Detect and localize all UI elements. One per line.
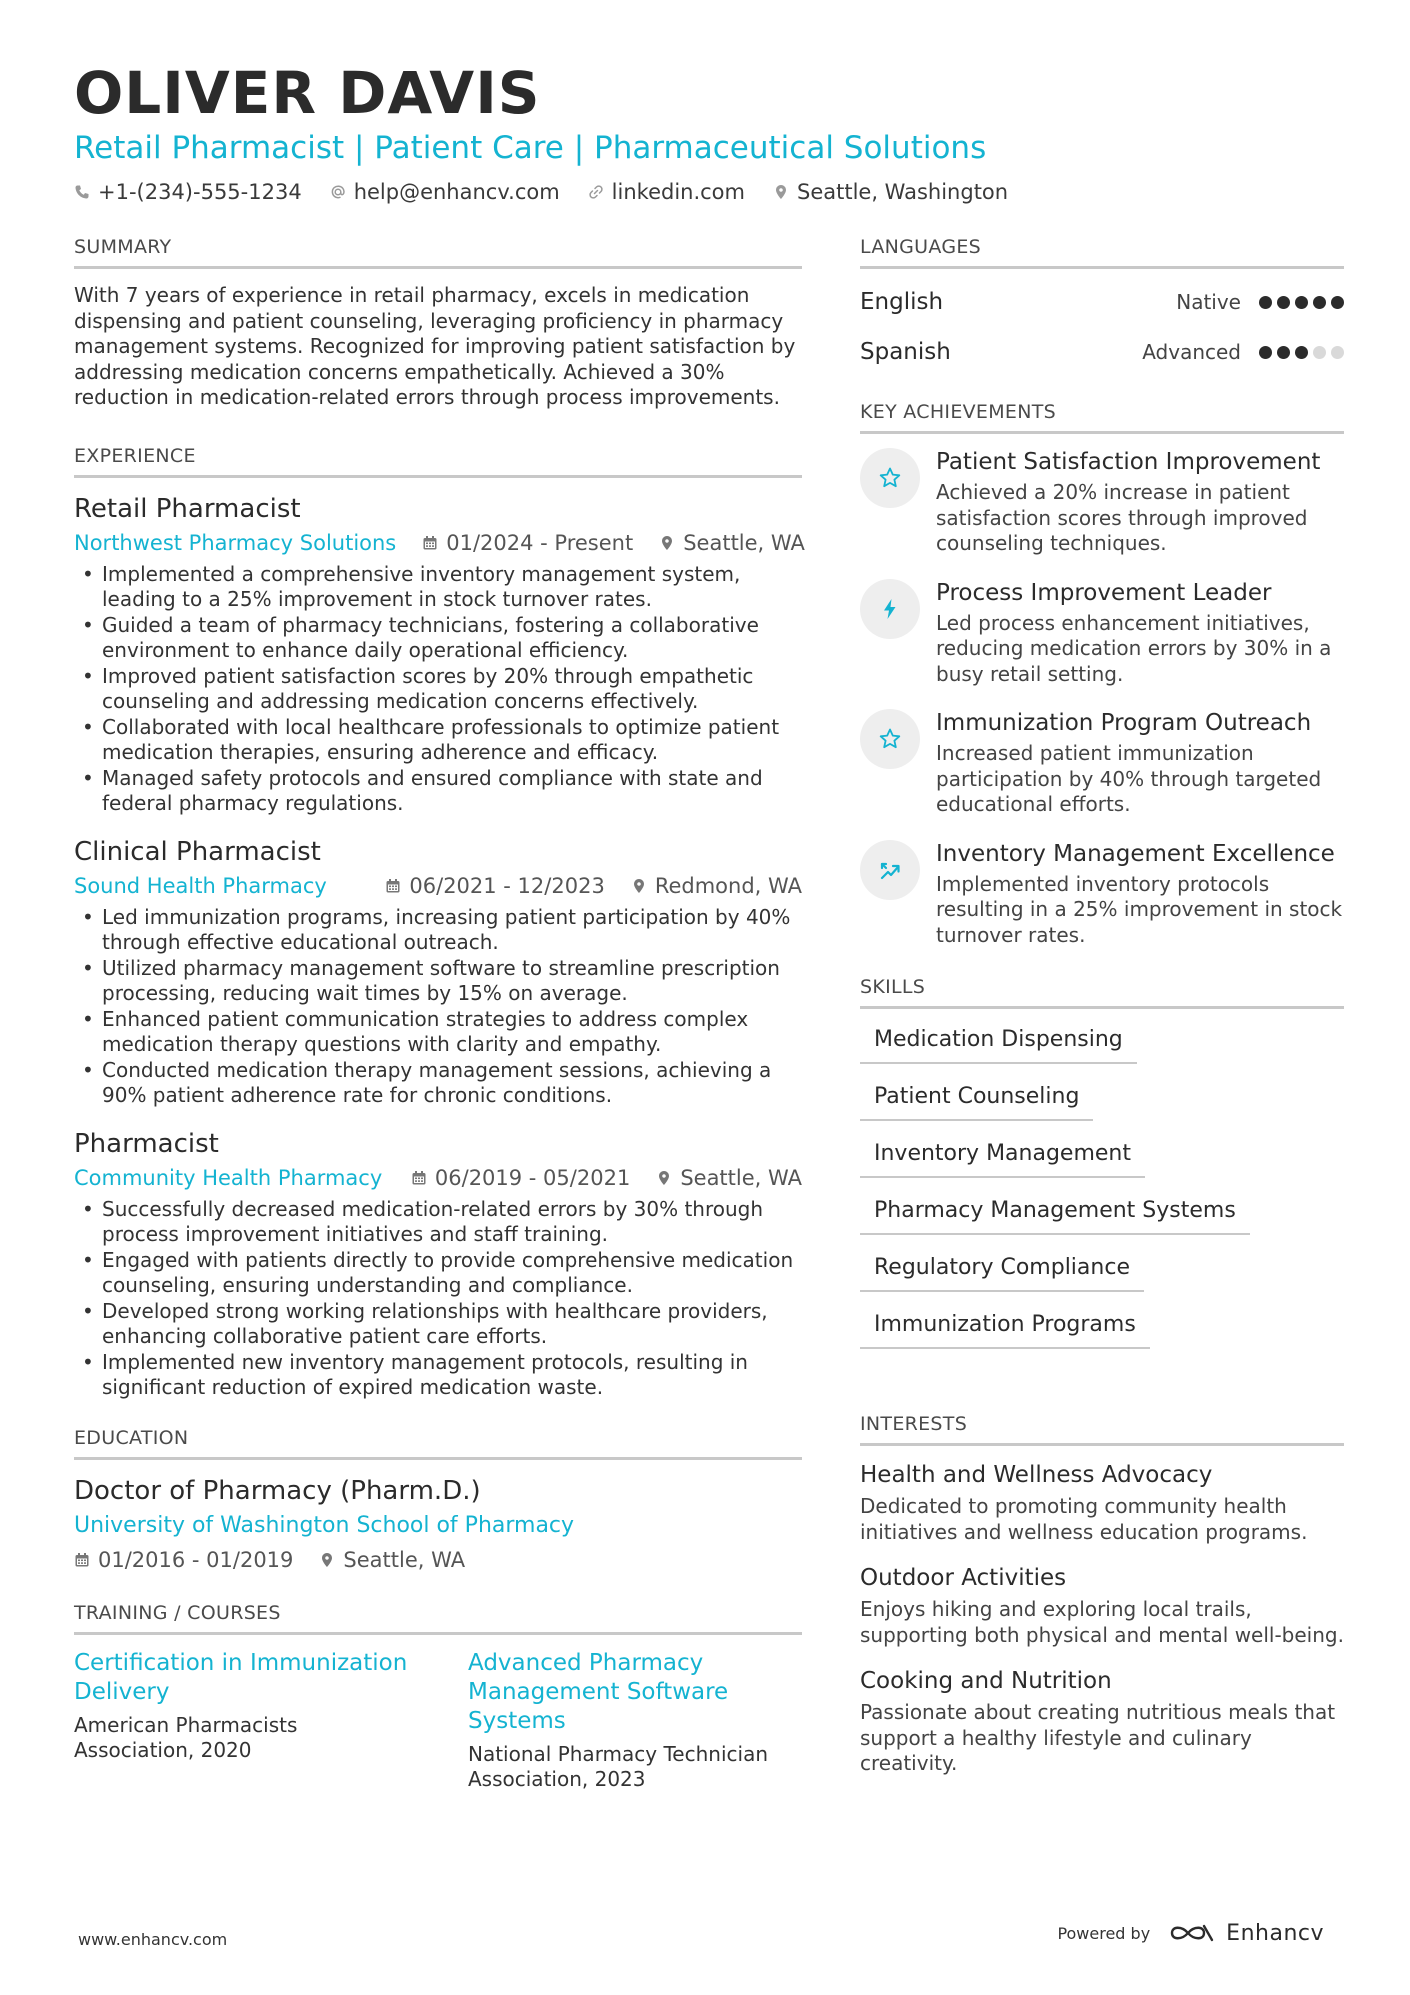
interest-title: Health and Wellness Advocacy — [860, 1462, 1213, 1488]
rating-dot-filled — [1277, 346, 1290, 359]
calendar-icon — [385, 878, 401, 894]
location-pin-icon — [319, 1552, 335, 1568]
experience-section — [74, 444, 805, 1401]
company-name: Sound Health Pharmacy — [74, 873, 327, 898]
achievement-body — [936, 709, 1344, 818]
location-text: Seattle, Washington — [796, 180, 1009, 204]
bullet-item: • Enhanced patient communication strategies to address complex medication therapy questions with clarity and empathy. — [74, 1007, 802, 1058]
company-name: Community Health Pharmacy — [74, 1165, 383, 1190]
dates-text: 06/2021 - 12/2023 — [409, 873, 605, 898]
enhancv-logo-icon — [1168, 1920, 1216, 1946]
bullet-item: • Collaborated with local healthcare professionals to optimize patient medication therapies, ensuring adherence and efficacy. — [74, 715, 802, 766]
achievement-item — [860, 579, 1344, 688]
contact-phone — [74, 180, 302, 204]
job-bullets — [74, 905, 802, 1109]
job-entry — [74, 1127, 802, 1401]
trend-arrows-icon — [860, 840, 920, 900]
job-location — [659, 528, 805, 558]
bullet-item: • Engaged with patients directly to provide comprehensive medication counseling, ensuring understanding and compliance. — [74, 1248, 802, 1299]
job-bullets — [74, 1197, 802, 1401]
language-item — [860, 327, 1344, 377]
rating-dot-filled — [1313, 296, 1326, 309]
interest-item — [860, 1666, 1344, 1777]
language-name: English — [860, 289, 944, 315]
star-icon — [860, 709, 920, 769]
achievement-desc: Led process enhancement initiatives, reducing medication errors by 30% in a busy retail setting. — [936, 610, 1332, 686]
interest-item — [860, 1563, 1344, 1648]
interest-title: Outdoor Activities — [860, 1565, 1067, 1591]
bullet-item: • Managed safety protocols and ensured compliance with state and federal pharmacy regulations. — [74, 766, 802, 817]
location-pin-icon — [656, 1170, 672, 1186]
resume-header — [74, 60, 1354, 204]
bullet-item: • Successfully decreased medication-related errors by 30% through process improvement initiatives and staff training. — [74, 1197, 802, 1248]
education-dates — [74, 1548, 293, 1572]
language-name: Spanish — [860, 339, 951, 365]
rating-dot-filled — [1277, 296, 1290, 309]
course-list — [74, 1649, 802, 1792]
course-item — [74, 1649, 408, 1792]
email-text: help@enhancv.com — [353, 180, 560, 204]
skill-tag: Regulatory Compliance — [860, 1249, 1144, 1292]
achievement-item — [860, 448, 1344, 557]
job-title: Clinical Pharmacist — [74, 836, 321, 867]
job-title: Pharmacist — [74, 1128, 219, 1159]
achievement-title: Patient Satisfaction Improvement — [936, 449, 1321, 475]
calendar-icon — [74, 1552, 90, 1568]
achievement-desc: Increased patient immunization participation by 40% through targeted educational efforts. — [936, 741, 1322, 816]
language-level: Advanced — [1142, 340, 1241, 364]
location-pin-icon — [631, 878, 647, 894]
achievement-desc: Achieved a 20% increase in patient satisfaction scores through improved counseling techniques. — [936, 480, 1308, 555]
achievement-item — [860, 709, 1344, 818]
skill-tag: Immunization Programs — [860, 1306, 1150, 1349]
contact-email[interactable] — [330, 180, 560, 204]
calendar-icon — [422, 535, 438, 551]
job-dates — [422, 528, 633, 558]
experience-heading: EXPERIENCE — [74, 445, 802, 478]
headline: Retail Pharmacist | Patient Care | Pharmaceutical Solutions — [74, 130, 987, 166]
job-location — [656, 1163, 802, 1193]
interest-item — [860, 1460, 1344, 1545]
skill-tag: Pharmacy Management Systems — [860, 1192, 1250, 1235]
achievement-body — [936, 579, 1344, 688]
bullet-item: • Improved patient satisfaction scores by 20% through empathetic counseling and addressing medication concerns effectively. — [74, 664, 802, 715]
location-text: Seattle, WA — [683, 530, 805, 555]
education-heading: EDUCATION — [74, 1427, 802, 1460]
job-entry — [74, 492, 805, 817]
rating-dot-filled — [1331, 296, 1344, 309]
location-text: Seattle, WA — [680, 1165, 802, 1190]
education-location — [319, 1548, 465, 1572]
training-section — [74, 1602, 802, 1792]
achievement-body — [936, 840, 1344, 949]
job-dates — [411, 1163, 630, 1193]
course-title: Certification in Immunization Delivery — [74, 1649, 408, 1705]
star-icon — [860, 448, 920, 508]
dates-text: 01/2024 - Present — [446, 530, 634, 555]
course-item — [468, 1649, 802, 1792]
course-title: Advanced Pharmacy Management Software Systems — [468, 1649, 729, 1734]
languages-heading: LANGUAGES — [860, 236, 1344, 269]
brand-name: Enhancv — [1226, 1920, 1324, 1946]
right-column — [860, 236, 1344, 1811]
achievement-item — [860, 840, 1344, 949]
brand-logo[interactable] — [1168, 1920, 1324, 1946]
interests-heading: INTERESTS — [860, 1413, 1344, 1446]
summary-section — [74, 236, 802, 411]
at-sign-icon — [330, 184, 346, 200]
lightning-icon — [860, 579, 920, 639]
achievement-title: Immunization Program Outreach — [936, 710, 1312, 736]
footer-branding — [1057, 1920, 1324, 1946]
skills-heading: SKILLS — [860, 976, 1344, 1009]
language-rating — [1259, 346, 1344, 359]
contact-linkedin[interactable] — [588, 180, 745, 204]
education-meta — [74, 1548, 802, 1572]
rating-dot-filled — [1295, 296, 1308, 309]
degree: Doctor of Pharmacy (Pharm.D.) — [74, 1475, 481, 1506]
interests-section — [860, 1413, 1344, 1777]
skill-tag: Inventory Management — [860, 1135, 1145, 1178]
calendar-icon — [411, 1170, 427, 1186]
phone-icon — [74, 184, 90, 200]
skill-list — [860, 1021, 1344, 1363]
job-meta — [74, 871, 802, 901]
contact-location — [773, 180, 1008, 204]
skill-tag: Patient Counseling — [860, 1078, 1093, 1121]
rating-dot-empty — [1313, 346, 1326, 359]
skill-tag: Medication Dispensing — [860, 1021, 1137, 1064]
language-rating — [1259, 296, 1344, 309]
candidate-name: OLIVER DAVIS — [74, 59, 541, 127]
language-level: Native — [1176, 290, 1241, 314]
education-section — [74, 1427, 802, 1572]
training-heading: TRAINING / COURSES — [74, 1602, 802, 1635]
powered-by-text: Powered by — [1057, 1923, 1151, 1943]
dates-text: 01/2016 - 01/2019 — [98, 1547, 294, 1572]
achievements-section — [860, 401, 1344, 948]
rating-dot-filled — [1259, 296, 1272, 309]
location-text: Redmond, WA — [654, 873, 802, 898]
achievement-body — [936, 448, 1344, 557]
bullet-item: • Implemented new inventory management protocols, resulting in significant reduction of expired medication waste. — [74, 1350, 802, 1401]
interest-title: Cooking and Nutrition — [860, 1668, 1112, 1694]
languages-section — [860, 236, 1344, 377]
left-column — [74, 236, 805, 1826]
job-title: Retail Pharmacist — [74, 493, 301, 524]
bullet-item: • Conducted medication therapy management sessions, achieving a 90% patient adherence rate for chronic conditions. — [74, 1058, 802, 1109]
rating-dot-filled — [1259, 346, 1272, 359]
location-text: Seattle, WA — [343, 1547, 466, 1572]
phone-text: +1-(234)-555-1234 — [98, 180, 302, 204]
summary-text: With 7 years of experience in retail pharmacy, excels in medication dispensing and patient counseling, leveraging proficiency in pharmacy management systems. Recognized for improving patient satisfaction by addressing medication concerns empathetically. Achieved a 30% reduction in medication-related errors through process improvements. — [74, 283, 796, 409]
bullet-item: • Implemented a comprehensive inventory management system, leading to a 25% improvement in stock turnover rates. — [74, 562, 802, 613]
bullet-item: • Developed strong working relationships with healthcare providers, enhancing collaborative patient care efforts. — [74, 1299, 802, 1350]
school-name: University of Washington School of Pharmacy — [74, 1512, 575, 1538]
job-meta — [74, 528, 805, 558]
rating-dot-filled — [1295, 346, 1308, 359]
job-meta — [74, 1163, 802, 1193]
job-bullets — [74, 562, 802, 817]
linkedin-text: linkedin.com — [611, 180, 745, 204]
interest-desc: Enjoys hiking and exploring local trails, supporting both physical and mental well-being. — [860, 1597, 1344, 1647]
bullet-item: • Utilized pharmacy management software to streamline prescription processing, reducing wait times by 15% on average. — [74, 956, 802, 1007]
job-location — [631, 871, 802, 901]
language-item — [860, 277, 1344, 327]
job-entry — [74, 835, 802, 1109]
company-name: Northwest Pharmacy Solutions — [74, 530, 397, 555]
achievement-title: Inventory Management Excellence — [936, 840, 1335, 867]
bullet-item: • Led immunization programs, increasing patient participation by 40% through effective educational outreach. — [74, 905, 802, 956]
summary-heading: SUMMARY — [74, 236, 802, 269]
interest-desc: Passionate about creating nutritious meals that support a healthy lifestyle and culinary creativity. — [860, 1700, 1336, 1775]
rating-dot-empty — [1331, 346, 1344, 359]
dates-text: 06/2019 - 05/2021 — [434, 1165, 631, 1190]
course-org: National Pharmacy Technician Association, 2023 — [468, 1741, 768, 1791]
bullet-item: • Guided a team of pharmacy technicians, fostering a collaborative environment to enhance daily operational efficiency. — [74, 613, 802, 664]
achievement-title: Process Improvement Leader — [936, 579, 1272, 606]
footer-website[interactable]: www.enhancv.com — [78, 1930, 228, 1949]
link-icon — [588, 184, 604, 200]
contact-info — [74, 180, 1354, 204]
interest-desc: Dedicated to promoting community health initiatives and wellness education programs. — [860, 1494, 1308, 1544]
achievement-desc: Implemented inventory protocols resulting in a 25% improvement in stock turnover rates. — [936, 871, 1343, 947]
job-dates — [385, 871, 604, 901]
location-pin-icon — [773, 184, 789, 200]
skills-section — [860, 976, 1344, 1363]
course-org: American Pharmacists Association, 2020 — [74, 1712, 298, 1762]
location-pin-icon — [659, 535, 675, 551]
achievements-heading: KEY ACHIEVEMENTS — [860, 401, 1344, 434]
